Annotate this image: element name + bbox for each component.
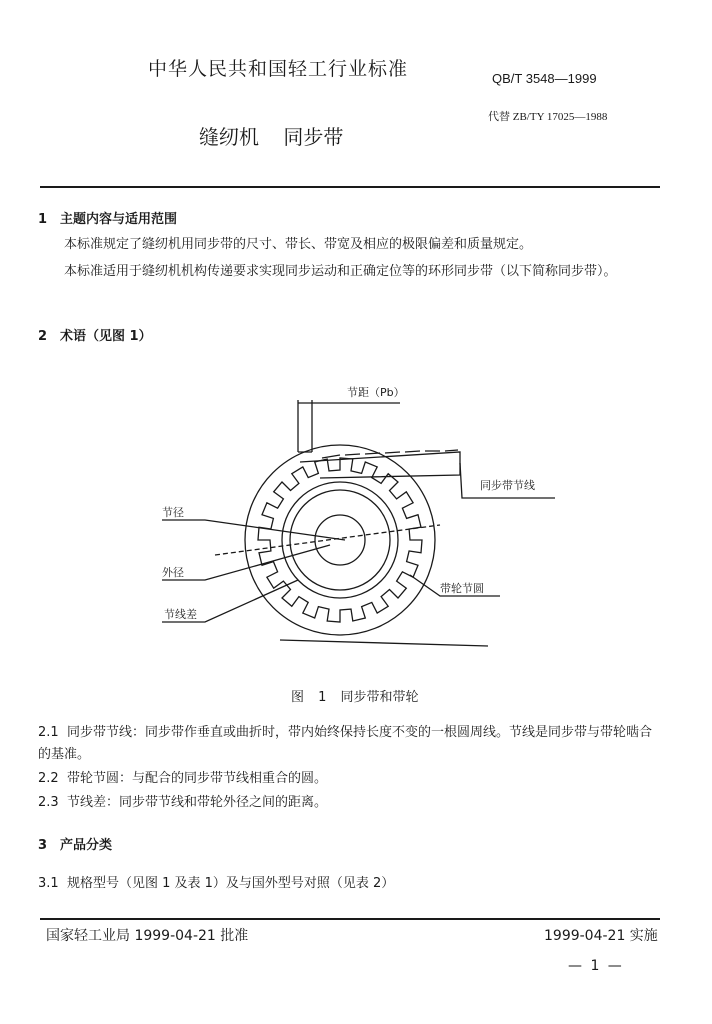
pulley-inner-circle bbox=[290, 490, 390, 590]
term-2-1-text: 同步带节线：同步带作垂直或曲折时，带内始终保持长度不变的一根圆周线。节线是同步带与带轮啮合的基准。 bbox=[38, 725, 652, 762]
document-title: 缝纫机 同步带 bbox=[199, 125, 344, 149]
section-1-heading bbox=[38, 208, 177, 227]
section-2-title: 术语（见图 1） bbox=[60, 329, 152, 344]
term-2-1 bbox=[38, 722, 664, 766]
replaces-standard: 代替 ZB/TY 17025—1988 bbox=[488, 111, 608, 123]
label-outer-dia: 外径 bbox=[162, 566, 184, 579]
term-2-1-number: 2.1 bbox=[38, 725, 59, 740]
label-pitch: 节距（Pb） bbox=[347, 386, 405, 399]
section-3-1-number: 3.1 bbox=[38, 876, 59, 891]
section-3-1-text: 规格型号（见图 1 及表 1）及与国外型号对照（见表 2） bbox=[66, 876, 395, 891]
belt-outer-circle bbox=[245, 445, 435, 635]
bottom-baseline bbox=[280, 640, 488, 646]
section-3-number: 3 bbox=[38, 838, 48, 853]
pitch-bracket bbox=[298, 400, 400, 452]
pulley-hub-circle bbox=[315, 515, 365, 565]
approval-statement: 国家轻工业局 1999-04-21 批准 bbox=[46, 928, 249, 944]
term-2-2-number: 2.2 bbox=[38, 771, 59, 786]
section-2-number: 2 bbox=[38, 329, 48, 344]
section-3-title: 产品分类 bbox=[60, 838, 113, 853]
header-rule bbox=[40, 186, 660, 188]
label-pitch-line-diff: 节线差 bbox=[164, 608, 197, 621]
section-3-heading bbox=[38, 834, 112, 853]
section-1-para-1: 本标准规定了缝纫机用同步带的尺寸、带长、带宽及相应的极限偏差和质量规定。 bbox=[64, 237, 533, 252]
section-1-para-2: 本标准适用于缝纫机机构传递要求实现同步运动和正确定位等的环形同步带（以下简称同步带）。 bbox=[64, 264, 617, 279]
label-pitch-line: 同步带节线 bbox=[480, 479, 535, 492]
standard-code: QB/T 3548—1999 bbox=[492, 71, 597, 86]
page-number: — 1 — bbox=[568, 958, 624, 974]
term-2-2 bbox=[38, 768, 664, 790]
term-2-2-text: 带轮节圆：与配合的同步带节线相重合的圆。 bbox=[66, 771, 327, 786]
term-2-3-number: 2.3 bbox=[38, 795, 59, 810]
term-2-3 bbox=[38, 792, 664, 814]
implementation-date: 1999-04-21 实施 bbox=[544, 928, 658, 944]
label-pitch-circle: 带轮节圆 bbox=[440, 582, 484, 595]
issuing-authority: 中华人民共和国轻工行业标准 bbox=[148, 58, 409, 80]
footer-rule bbox=[40, 918, 660, 920]
section-1-title: 主题内容与适用范围 bbox=[60, 212, 178, 227]
pulley-pitch-circle bbox=[282, 482, 398, 598]
section-1-number: 1 bbox=[38, 212, 48, 227]
belt-straight-section bbox=[300, 452, 460, 478]
term-2-3-text: 节线差：同步带节线和带轮外径之间的距离。 bbox=[66, 795, 327, 810]
diameter-line bbox=[215, 525, 440, 555]
label-pitch-dia: 节径 bbox=[162, 506, 184, 519]
section-2-heading bbox=[38, 325, 152, 344]
figure-1-diagram bbox=[0, 360, 712, 680]
figure-1-caption: 图 1 同步带和带轮 bbox=[291, 690, 419, 705]
section-3-1 bbox=[38, 872, 394, 891]
